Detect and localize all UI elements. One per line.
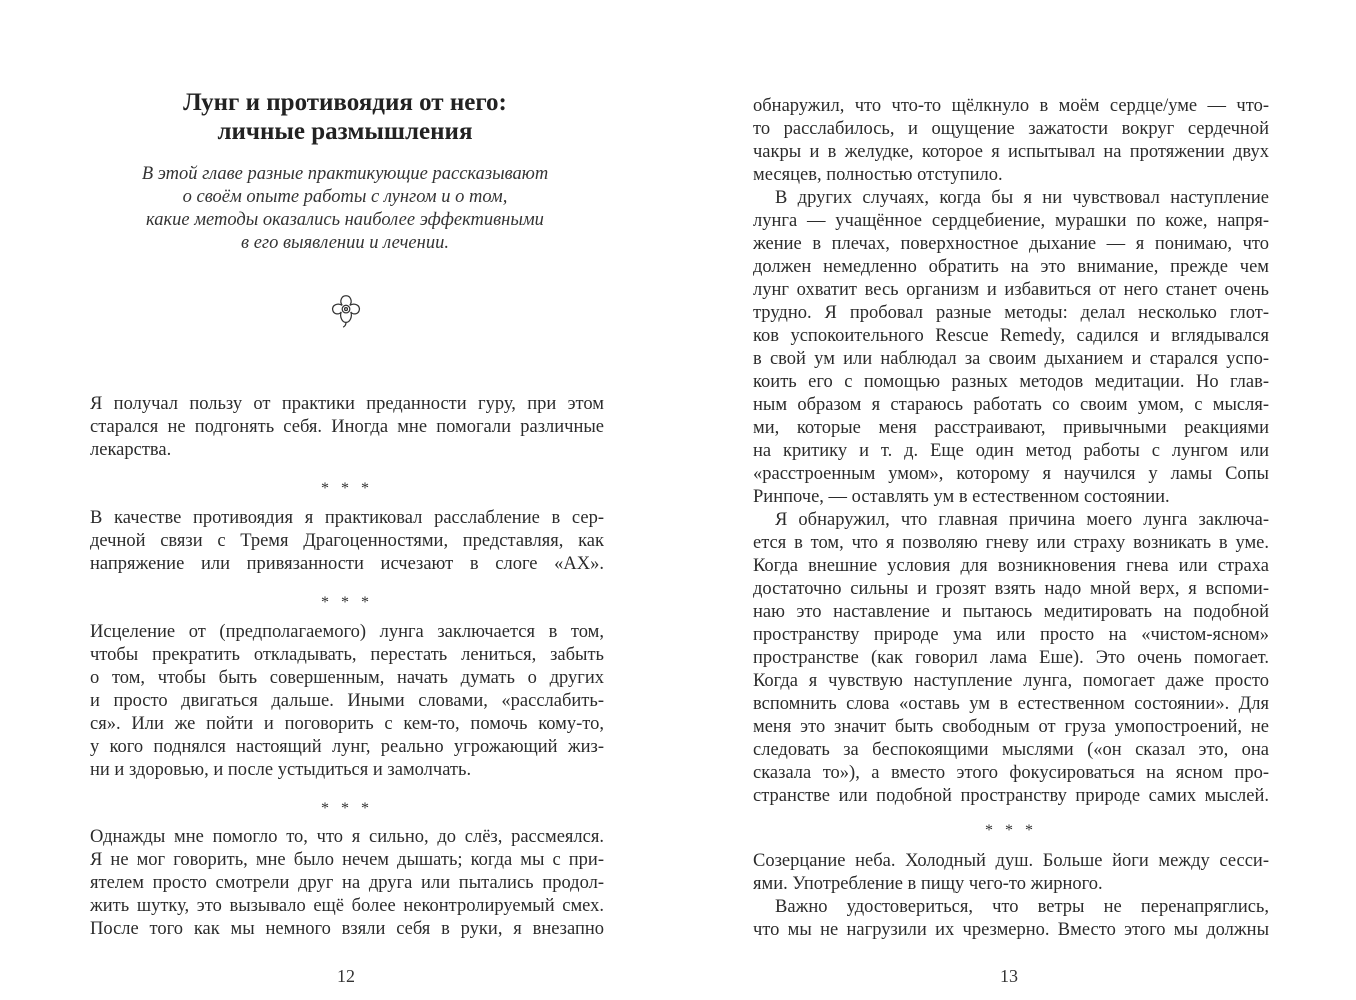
text-line: лунга — учащённое сердцебиение, мурашки по коже, напря-: [753, 211, 1269, 231]
intro-line: В этой главе разные практикующие рассказывают: [141, 164, 549, 184]
text-line: пространству природе ума или просто на «чистом-ясном»: [753, 625, 1269, 645]
text-line: ным образом я стараюсь работать со своим умом, с мысля-: [753, 395, 1269, 415]
text-line: Ринпоче, — оставлять ум в естественном состоянии.: [753, 487, 1170, 507]
text-line: дечной связи с Тремя Драгоценностями, представляя, как: [90, 531, 604, 551]
text-line: ми, которые меня расстраивают, привычными реакциями: [753, 418, 1269, 438]
section-separator: * * *: [321, 480, 373, 497]
text-line: Важно удостовериться, что ветры не перенапряглись,: [775, 897, 1269, 917]
paragraph: [90, 507, 604, 576]
chapter-title-line: личные размышления: [217, 118, 473, 145]
text-line: В качестве противоядия я практиковал расслабление в сер-: [90, 508, 604, 528]
text-line: должен немедленно обратить на это внимание, прежде чем: [753, 257, 1269, 277]
intro-line: какие методы оказались наиболее эффективными: [146, 210, 544, 230]
section-separator: * * *: [321, 594, 373, 611]
paragraph: [753, 187, 1269, 509]
text-line: о том, чтобы быть совершенным, начать думать о других: [90, 668, 604, 688]
text-line: чакры и в желудке, которое я испытывал на протяжении двух: [753, 142, 1269, 162]
paragraph: [753, 509, 1269, 808]
text-line: на критику и т. д. Еще один метод работы с лунгом или: [753, 441, 1269, 461]
text-line: ся». Или же пойти и поговорить с кем-то, помочь кому-то,: [90, 714, 604, 734]
right-page: [678, 0, 1356, 1000]
chapter-title-line: Лунг и противоядия от него:: [183, 89, 507, 116]
text-line: чтобы прекратить откладывать, перестать лениться, забыть: [90, 645, 604, 665]
text-line: Однажды мне помогло то, что я сильно, до слёз, рассмеялся.: [90, 827, 604, 847]
chapter-title: [90, 88, 600, 146]
text-line: вспомнить слова «оставь ум в естественном состоянии». Для: [753, 694, 1269, 714]
text-line: то расслабилось, и ощущение зажатости вокруг сердечной: [753, 119, 1269, 139]
text-line: следовать за беспокоящими мыслями («он сказал это, она: [753, 740, 1269, 760]
text-line: ятелем просто смотрели друг на друга или пытались продол-: [90, 873, 604, 893]
text-line: в свой ум или наблюдал за своим дыханием и старался успо-: [753, 349, 1269, 369]
flower-ornament-icon: [327, 292, 365, 330]
text-line: странстве или подобной пространству природе самих мыслей.: [753, 786, 1269, 806]
text-line: сказала то»), а вместо этого фокусироваться на ясном про-: [753, 763, 1269, 783]
text-line: ется в том, что я позволяю гневу или страху возникать в уме.: [753, 533, 1269, 553]
text-line: и просто двигаться дальше. Иными словами, «расслабить-: [90, 691, 604, 711]
text-line: В других случаях, когда бы я ни чувствовал наступление: [775, 188, 1269, 208]
text-line: «расстроенным умом», которому я научился у ламы Сопы: [753, 464, 1269, 484]
paragraph: [753, 850, 1269, 896]
text-line: что мы не нагрузили их чрезмерно. Вместо этого мы должны: [753, 920, 1269, 940]
text-line: трудно. Я пробовал разные методы: делал несколько глот-: [753, 303, 1269, 323]
text-line: Созерцание неба. Холодный душ. Больше йоги между сесси-: [753, 851, 1269, 871]
text-line: жение в плечах, поверхностное дыхание — я понимаю, что: [753, 234, 1269, 254]
intro-line: о своём опыте работы с лунгом и о том,: [182, 187, 508, 207]
chapter-intro: [90, 163, 600, 255]
paragraph: [90, 621, 604, 782]
paragraph: [90, 393, 604, 462]
text-line: ни и здоровью, и после устыдиться и замолчать.: [90, 760, 472, 780]
intro-line: в его выявлении и лечении.: [241, 233, 449, 253]
section-separator: * * *: [985, 822, 1037, 839]
text-line: пространстве (как говорил лама Еше). Это очень помогает.: [753, 648, 1269, 668]
paragraph: [90, 826, 604, 941]
text-line: месяцев, полностью отступило.: [753, 165, 1003, 185]
page-number: 13: [1000, 966, 1018, 986]
text-line: напряжение или привязанности исчезают в слоге «АХ».: [90, 554, 604, 574]
text-line: После того как мы немного взяли себя в руки, я внезапно: [90, 919, 604, 939]
text-line: ков успокоительного Rescue Remedy, садился и вглядывался: [753, 326, 1269, 346]
text-line: наю это наставление и пытаюсь медитировать на подобной: [753, 602, 1269, 622]
text-line: обнаружил, что что-то щёлкнуло в моём сердце/уме — что-: [753, 96, 1269, 116]
text-line: меня это значит быть свободным от груза умопостроений, не: [753, 717, 1269, 737]
text-line: Я получал пользу от практики преданности гуру, при этом: [90, 394, 604, 414]
text-line: лунг охватит весь организм и избавиться от него станет очень: [753, 280, 1269, 300]
text-line: жить шутку, это вызывало ещё более неконтролируемый смех.: [90, 896, 604, 916]
text-line: коить его с помощью разных методов медитации. Но глав-: [753, 372, 1269, 392]
text-line: Я обнаружил, что главная причина моего лунга заключа-: [775, 510, 1269, 530]
page-number: 12: [337, 966, 355, 986]
text-line: у кого поднялся настоящий лунг, реально угрожающий жиз-: [90, 737, 604, 757]
paragraph: [753, 95, 1269, 187]
paragraph: [753, 896, 1269, 942]
text-line: ями. Употребление в пищу чего-то жирного.: [753, 874, 1103, 894]
text-line: лекарства.: [90, 440, 172, 460]
text-line: старался не подгонять себя. Иногда мне помогали различные: [90, 417, 604, 437]
text-line: Когда внешние условия для возникновения гнева или страха: [753, 556, 1269, 576]
text-line: Исцеление от (предполагаемого) лунга заключается в том,: [90, 622, 604, 642]
section-separator: * * *: [321, 800, 373, 817]
text-line: Я не мог говорить, мне было нечем дышать; когда мы с при-: [90, 850, 604, 870]
text-line: достаточно сильны и грозят взять надо мной верх, я вспоми-: [753, 579, 1269, 599]
text-line: Когда я чувствую наступление лунга, помогает даже просто: [753, 671, 1269, 691]
